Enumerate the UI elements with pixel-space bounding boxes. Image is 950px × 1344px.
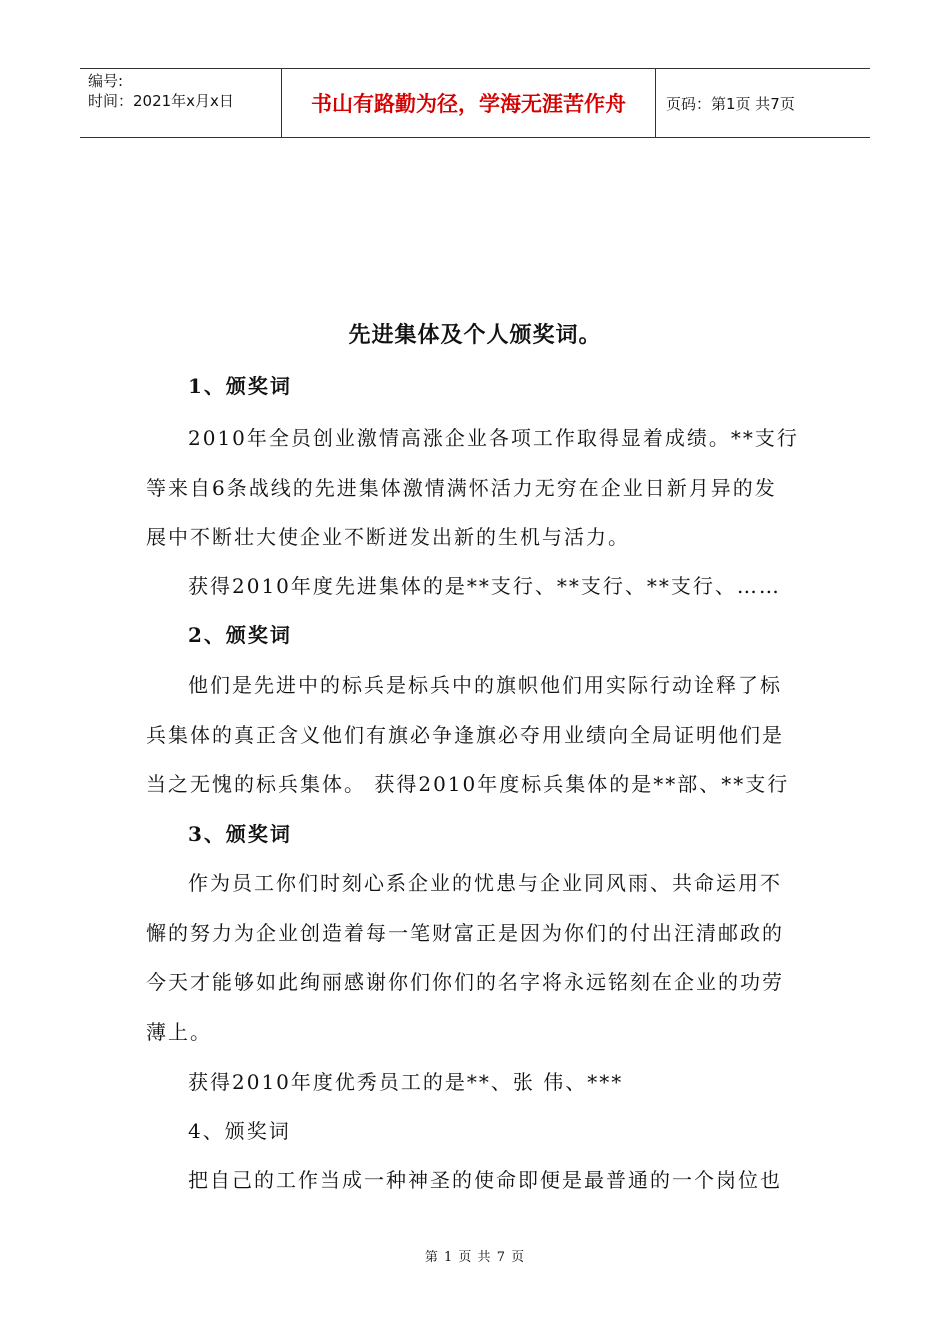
section-heading-3: 3、颁奖词 (188, 822, 292, 846)
header-page-info: 页码：第1页 共7页 (666, 94, 795, 113)
paragraph-line: 今天才能够如此绚丽感谢你们你们的名字将永远铭刻在企业的功劳 (146, 970, 784, 994)
paragraph-line: 获得2010年度先进集体的是**支行、**支行、**支行、…… (188, 574, 781, 598)
paragraph-line: 他们是先进中的标兵是标兵中的旗帜他们用实际行动诠释了标 (188, 673, 782, 697)
paragraph-line: 获得2010年度优秀员工的是**、张 伟、*** (188, 1070, 624, 1094)
page-footer: 第 1 页 共 7 页 (424, 1250, 526, 1265)
section-heading-4: 4、颁奖词 (188, 1119, 291, 1143)
section-heading-1: 1、颁奖词 (188, 374, 292, 398)
paragraph-line: 展中不断壮大使企业不断迸发出新的生机与活力。 (146, 525, 630, 549)
paragraph-line: 作为员工你们时刻心系企业的忧患与企业同风雨、共命运用不 (188, 871, 782, 895)
paragraph-line: 2010年全员创业激情高涨企业各项工作取得显着成绩。**支行 (188, 426, 799, 450)
section-heading-2: 2、颁奖词 (188, 623, 292, 647)
document-header (80, 68, 870, 138)
paragraph-line: 兵集体的真正含义他们有旗必争逢旗必夺用业绩向全局证明他们是 (146, 723, 784, 747)
document-title: 先进集体及个人颁奖词。 (348, 322, 602, 348)
date-label: 时间：2021年x月x日 (88, 92, 234, 110)
paragraph-line: 懈的努力为企业创造着每一笔财富正是因为你们的付出汪清邮政的 (146, 921, 784, 945)
paragraph-line: 把自己的工作当成一种神圣的使命即便是最普通的一个岗位也 (188, 1168, 782, 1192)
paragraph-line: 薄上。 (146, 1020, 212, 1044)
paragraph-line: 等来自6条战线的先进集体激情满怀活力无穷在企业日新月异的发 (146, 476, 777, 500)
header-motto: 书山有路勤为径，学海无涯苦作舟 (282, 69, 656, 137)
paragraph-line: 当之无愧的标兵集体。 获得2010年度标兵集体的是**部、**支行 (146, 772, 790, 796)
header-meta (80, 69, 282, 137)
number-label: 编号: (88, 72, 124, 90)
